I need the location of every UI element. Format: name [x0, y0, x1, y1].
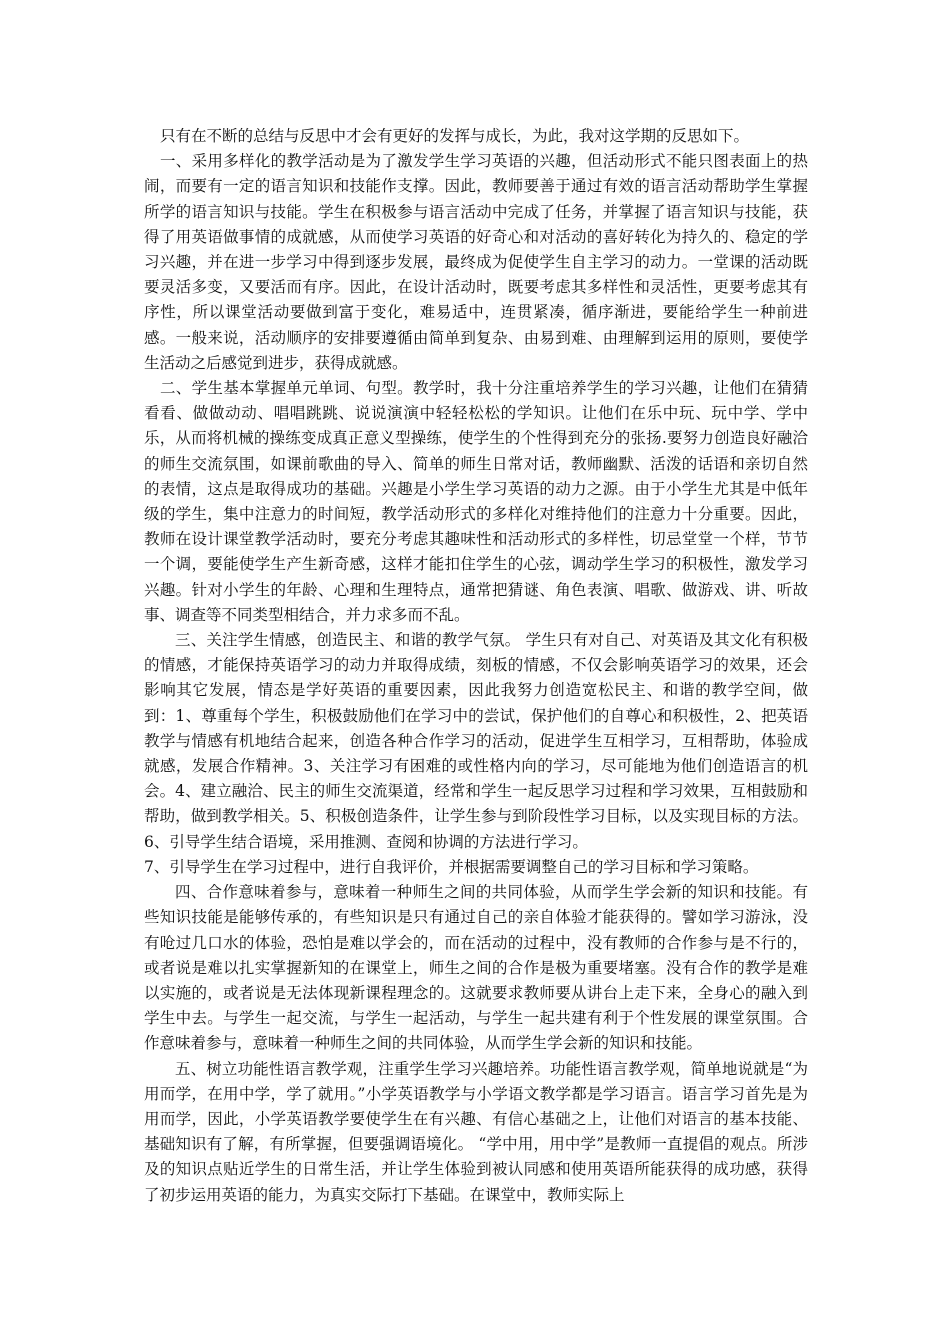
section-five-paragraph: 五、树立功能性语言教学观，注重学生学习兴趣培养。功能性语言教学观，简单地说就是“为用而学，在用中学，学了就用。”小学英语教学与小学语文教学都是学习语言。语言学习首先是为用而学，因此，小学英语教学要使学生在有兴趣、有信心基础之上，让他们对语言的基本技能、基础知识有了解，有所掌握，但要强调语境化。 “学中用，用中学”是教师一直提倡的观点。所涉及的知识点贴近学生的日常生活，并让学生体验到被认同感和使用英语所能获得的成功感，获得了初步运用英语的能力，为真实交际打下基础。在课堂中，教师实际上 — [144, 1059, 808, 1204]
section-four-paragraph: 四、合作意味着参与，意味着一种师生之间的共同体验，从而学生学会新的知识和技能。有些知识技能是能够传承的，有些知识是只有通过自己的亲自体验才能获得的。譬如学习游泳，没有呛过几口水的体验，恐怕是难以学会的，而在活动的过程中，没有教师的合作参与是不行的，或者说是难以扎实掌握新知的在课堂上，师生之间的合作是极为重要堵塞。没有合作的教学是难以实施的，或者说是无法体现新课程理念的。这就要求教师要从讲台上走下来，全身心的融入到学生中去。与学生一起交流，与学生一起活动，与学生一起共建有利于个性发展的课堂氛围。合作意味着参与，意味着一种师生之间的共同体验，从而学生学会新的知识和技能。 — [144, 883, 808, 1053]
item-seven-paragraph: 7、引导学生在学习过程中，进行自我评价，并根据需要调整自己的学习目标和学习策略。 — [144, 857, 759, 876]
section-three-paragraph: 三、关注学生情感，创造民主、和谐的教学气氛。 学生只有对自己、对英语及其文化有积极的情感，才能保持英语学习的动力并取得成绩，刻板的情感，不仅会影响英语学习的效果，还会影响其它发展，情态是学好英语的重要因素，因此我努力创造宽松民主、和谐的教学空间，做到：1、尊重每个学生，积极鼓励他们在学习中的尝试，保护他们的自尊心和积极性，2、把英语教学与情感有机地结合起来，创造各种合作学习的活动，促进学生互相学习，互相帮助，体验成就感，发展合作精神。3、关注学习有困难的或性格内向的学习，尽可能地为他们创造语言的机会。4、建立融洽、民主的师生交流渠道，经常和学生一起反思学习过程和学习效果，互相鼓励和帮助，做到教学相关。5、积极创造条件，让学生参与到阶段性学习目标，以及实现目标的方法。 6、引导学生结合语境，采用推测、查阅和协调的方法进行学习。 — [144, 631, 808, 851]
section-one-paragraph: 一、采用多样化的教学活动是为了激发学生学习英语的兴趣，但活动形式不能只图表面上的热闹，而要有一定的语言知识和技能作支撑。因此，教师要善于通过有效的语言活动帮助学生掌握所学的语言知识与技能。学生在积极参与语言活动中完成了任务，并掌握了语言知识与技能，获得了用英语做事情的成就感，从而使学习英语的好奇心和对活动的喜好转化为持久的、稳定的学习兴趣，并在进一步学习中得到逐步发展，最终成为促使学生自主学习的动力。一堂课的活动既要灵活多变，又要活而有序。因此，在设计活动时，既要考虑其多样性和灵活性，更要考虑其有序性，所以课堂活动要做到富于变化，难易适中，连贯紧凑，循序渐进，要能给学生一种前进感。一般来说，活动顺序的安排要遵循由简单到复杂、由易到难、由理解到运用的原则，要使学生活动之后感觉到进步，获得成就感。 — [144, 152, 808, 372]
document-body — [144, 124, 808, 1208]
intro-paragraph: 只有在不断的总结与反思中才会有更好的发挥与成长，为此，我对这学期的反思如下。 — [160, 127, 750, 145]
section-two-paragraph: 二、学生基本掌握单元单词、句型。教学时，我十分注重培养学生的学习兴趣，让他们在猜猜看看、做做动动、唱唱跳跳、说说演演中轻轻松松的学知识。让他们在乐中玩、玩中学、学中乐，从而将机械的操练变成真正意义型操练，使学生的个性得到充分的张扬.要努力创造良好融洽的师生交流氛围，如课前歌曲的导入、简单的师生日常对话，教师幽默、活泼的话语和亲切自然的表情，这点是取得成功的基础。兴趣是小学生学习英语的动力之源。由于小学生尤其是中低年级的学生，集中注意力的时间短，教学活动形式的多样化对维持他们的注意力十分重要。因此，教师在设计课堂教学活动时，要充分考虑其趣味性和活动形式的多样性，切忌堂堂一个样，节节一个调，要能使学生产生新奇感，这样才能扣住学生的心弦，调动学生学习的积极性，激发学习兴趣。针对小学生的年龄、心理和生理特点，通常把猜谜、角色表演、唱歌、做游戏、讲、听故事、调查等不同类型相结合，并力求多而不乱。 — [144, 379, 808, 624]
